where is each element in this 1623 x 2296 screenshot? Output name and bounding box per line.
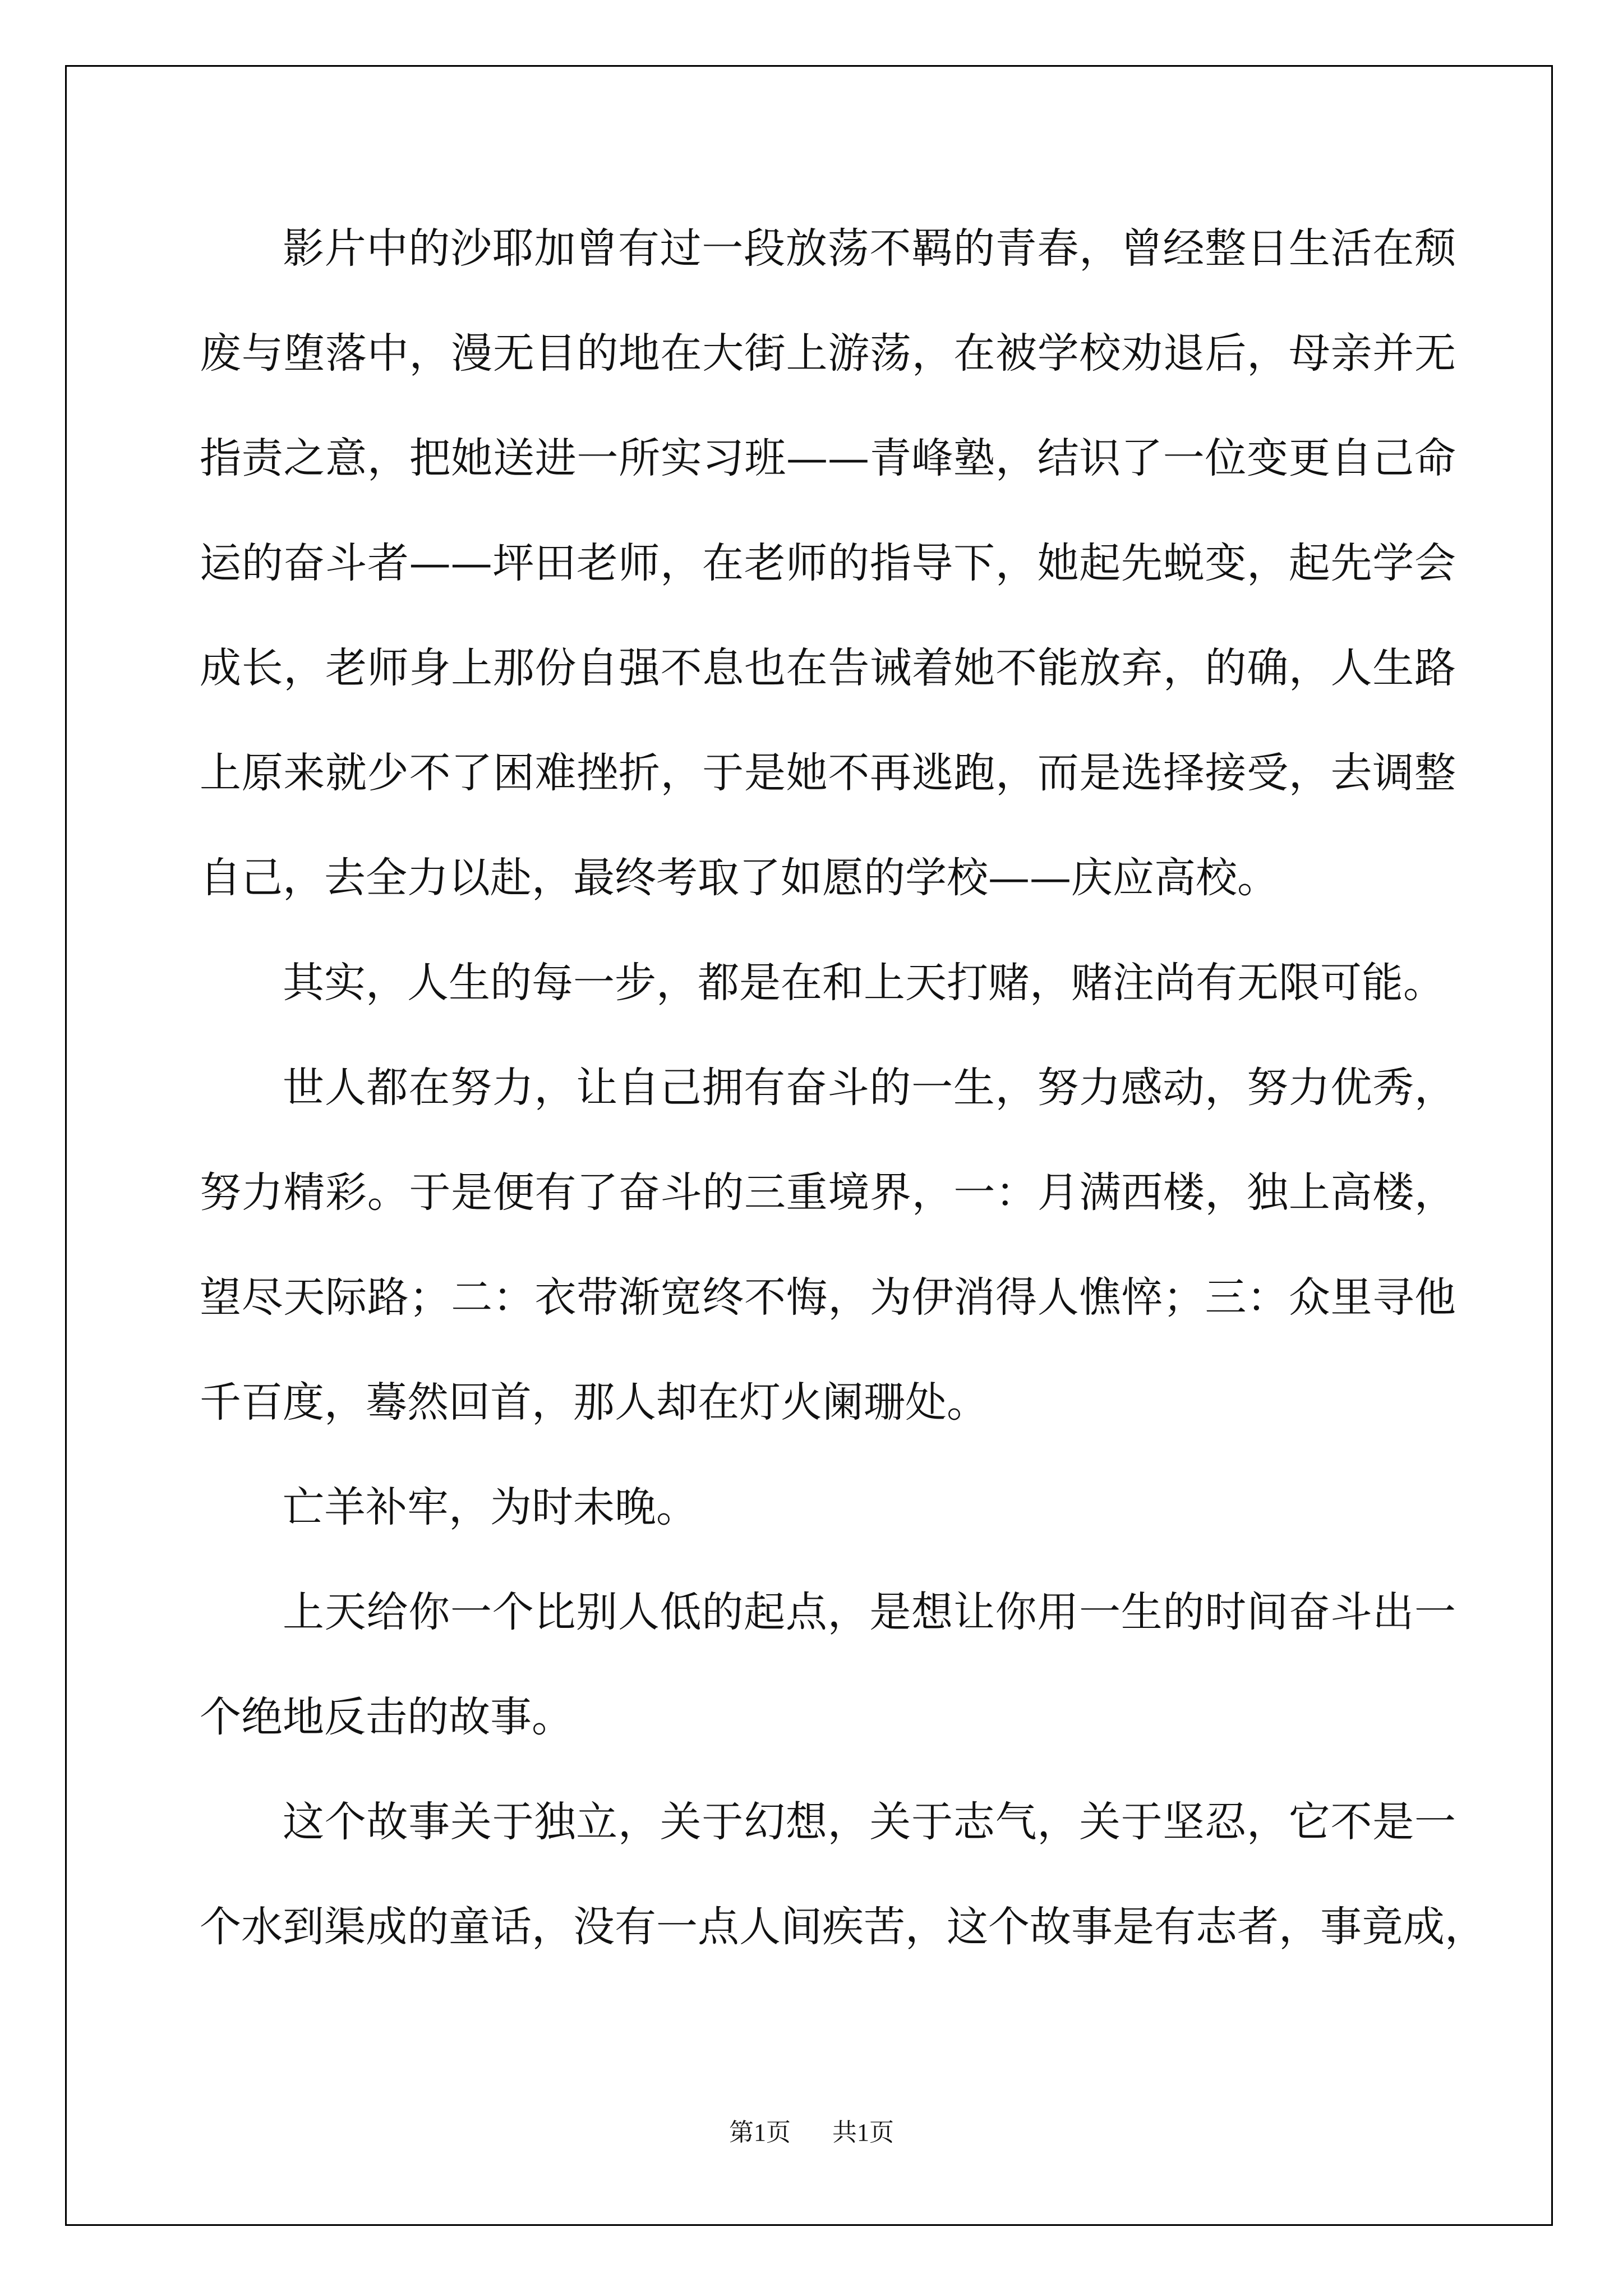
text-line: 千百度，蓦然回首，那人却在灯火阑珊处。 (200, 1378, 988, 1427)
text-line: 影片中的沙耶加曾有过一段放荡不羁的青春，曾经整日生活在颓 (283, 224, 1456, 273)
paragraph (200, 1476, 1456, 1581)
page-number-current: 第1页 (729, 2119, 791, 2146)
page-number-total: 共1页 (832, 2119, 894, 2146)
text-line: 努力精彩。于是便有了奋斗的三重境界，一：月满西楼，独上高楼， (200, 1168, 1456, 1217)
text-line: 自己，去全力以赴，最终考取了如愿的学校——庆应高校。 (200, 854, 1279, 902)
paragraph (200, 218, 1456, 952)
text-line: 上原来就少不了困难挫折，于是她不再逃跑，而是选择接受，去调整 (200, 749, 1456, 797)
paragraph (200, 1057, 1456, 1476)
text-line: 废与堕落中，漫无目的地在大街上游荡，在被学校劝退后，母亲并无 (200, 329, 1456, 378)
text-line: 世人都在努力，让自己拥有奋斗的一生，努力感动，努力优秀， (283, 1064, 1456, 1112)
text-line: 望尽天际路；二：衣带渐宽终不悔，为伊消得人憔悴；三：众里寻他 (200, 1273, 1456, 1322)
paragraph (200, 1791, 1486, 2001)
text-line: 这个故事关于独立，关于幻想，关于志气，关于坚忍，它不是一 (283, 1798, 1456, 1846)
text-line: 其实，人生的每一步，都是在和上天打赌，赌注尚有无限可能。 (283, 959, 1445, 1007)
paragraph (200, 1581, 1456, 1791)
text-line: 指责之意，把她送进一所实习班——青峰塾，结识了一位变更自己命 (200, 434, 1456, 482)
text-line: 亡羊补牢，为时未晚。 (283, 1483, 698, 1531)
text-line: 成长，老师身上那份自强不息也在告诫着她不能放弃，的确，人生路 (200, 644, 1456, 692)
text-line: 上天给你一个比别人低的起点，是想让你用一生的时间奋斗出一 (283, 1588, 1456, 1636)
document-body (200, 218, 1486, 2001)
page-footer (0, 2112, 1623, 2148)
text-line: 个水到渠成的童话，没有一点人间疾苦，这个故事是有志者，事竟成， (200, 1903, 1486, 1951)
text-line: 运的奋斗者——坪田老师，在老师的指导下，她起先蜕变，起先学会 (200, 539, 1456, 587)
paragraph (200, 952, 1456, 1057)
text-line: 个绝地反击的故事。 (200, 1693, 573, 1741)
